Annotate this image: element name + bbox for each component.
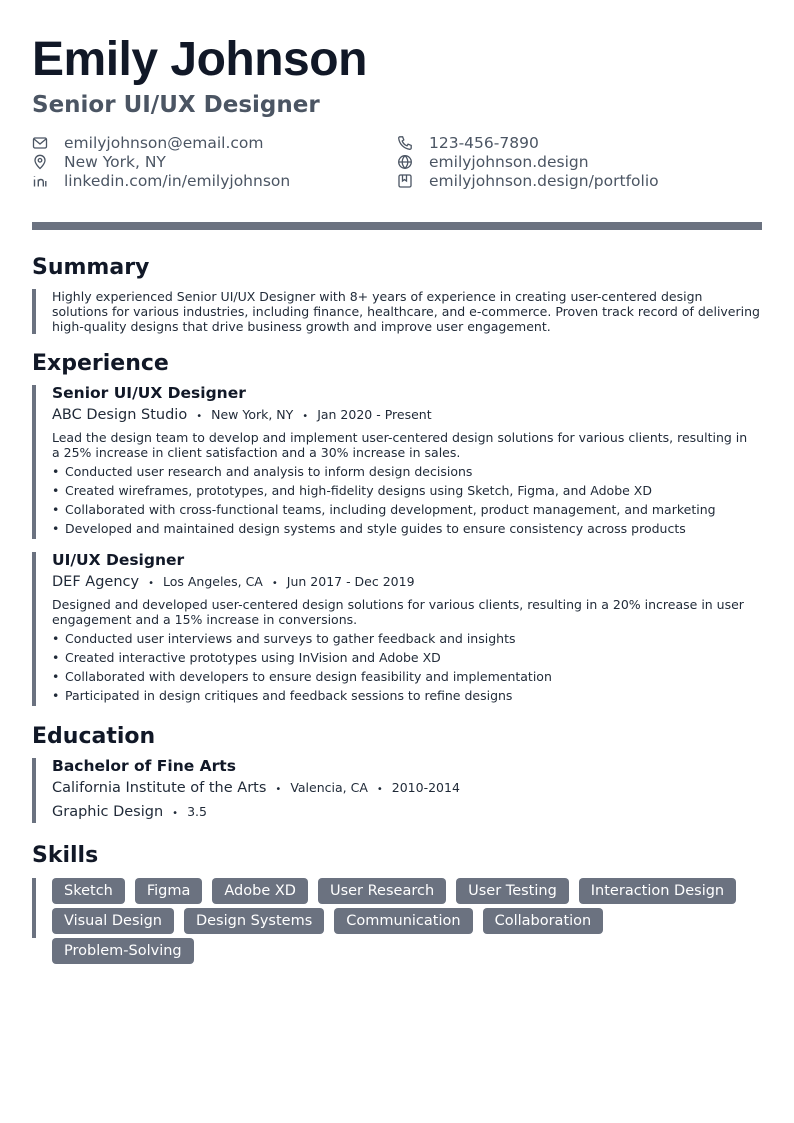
degree-title: Bachelor of Fine Arts [52,757,236,775]
phone-text: 123-456-7890 [429,133,539,152]
separator-dot: • [302,411,309,422]
list-item: • Collaborated with developers to ensure design feasibility and implementation [52,669,552,684]
job-bullets [52,629,762,705]
job-meta [52,404,762,428]
contact-website[interactable] [397,152,762,171]
candidate-title: Senior UI/UX Designer [32,92,320,118]
job-meta [52,571,762,595]
portfolio-text: emilyjohnson.design/portfolio [429,171,659,190]
email-text: emilyjohnson@email.com [64,133,264,152]
experience-entry [32,552,762,706]
job-location: Los Angeles, CA [162,574,263,589]
skill-tag: Communication [334,908,472,934]
skills-list [52,878,762,968]
school-dates: 2010-2014 [391,780,460,795]
job-dates: Jun 2017 - Dec 2019 [286,574,415,589]
candidate-name: Emily Johnson [32,33,367,86]
mail-icon [32,135,48,151]
contact-portfolio[interactable] [397,171,762,190]
list-item: • Created wireframes, prototypes, and high-fidelity designs using Sketch, Figma, and Adobe XD [52,483,652,498]
job-bullets [52,462,762,538]
summary-heading: Summary [32,255,150,280]
job-description: Lead the design team to develop and implement user-centered design solutions for various clients, resulting in a 25% increase in client satisfaction and a 30% increase in sales. [52,430,748,460]
skills-block [32,878,762,959]
separator-dot: • [376,784,383,795]
contact-info [32,133,762,190]
list-item: • Conducted user research and analysis to inform design decisions [52,464,473,479]
linkedin-text: linkedin.com/in/emilyjohnson [64,171,291,190]
experience-heading: Experience [32,351,169,376]
skill-tag: User Testing [456,878,569,904]
contact-phone[interactable] [397,133,762,152]
job-title: Senior UI/UX Designer [52,384,246,402]
summary-text: Highly experienced Senior UI/UX Designer with 8+ years of experience in creating user-centered design solutions for various industries, including finance, healthcare, and e-commerce. Proven track record of delivering high-quality designs that drive business growth and improve user engagement. [52,289,760,334]
separator-dot: • [271,578,278,589]
skill-tag: Adobe XD [212,878,308,904]
list-item: • Collaborated with cross-functional teams, including development, product management, and marketing [52,502,716,517]
school-location: Valencia, CA [290,780,368,795]
location-text: New York, NY [64,152,166,171]
company-name: ABC Design Studio [52,407,188,423]
company-name: DEF Agency [52,574,140,590]
header-divider [32,222,762,230]
list-item: • Conducted user interviews and surveys to gather feedback and insights [52,631,516,646]
list-item: • Participated in design critiques and feedback sessions to refine designs [52,688,513,703]
job-location: New York, NY [211,407,294,422]
list-item: • Developed and maintained design systems and style guides to ensure consistency across products [52,521,686,536]
skills-heading: Skills [32,843,99,868]
skill-tag: Figma [135,878,203,904]
school-name: California Institute of the Arts [52,780,267,796]
book-icon [397,173,413,189]
job-description: Designed and developed user-centered design solutions for various clients, resulting in a 20% increase in user engagement and a 15% increase in conversions. [52,597,744,627]
separator-dot: • [172,808,179,819]
skill-tag: Collaboration [483,908,604,934]
education-meta [52,777,762,801]
list-item: • Created interactive prototypes using InVision and Adobe XD [52,650,441,665]
linkedin-icon [32,173,48,189]
skill-tag: User Research [318,878,446,904]
summary-block [32,289,762,334]
skill-tag: Visual Design [52,908,174,934]
education-heading: Education [32,724,156,749]
separator-dot: • [148,578,154,589]
education-field [52,801,762,825]
contact-linkedin[interactable] [32,171,397,190]
map-pin-icon [32,154,48,170]
phone-icon [397,135,413,151]
experience-entry [32,385,762,539]
skill-tag: Design Systems [184,908,324,934]
contact-location [32,152,397,171]
gpa-value: 3.5 [187,804,207,819]
skill-tag: Interaction Design [579,878,736,904]
separator-dot: • [275,784,282,795]
job-dates: Jan 2020 - Present [317,407,432,422]
job-title: UI/UX Designer [52,551,185,569]
globe-icon [397,154,413,170]
contact-email[interactable] [32,133,397,152]
website-text: emilyjohnson.design [429,152,589,171]
field-of-study: Graphic Design [52,804,164,820]
separator-dot: • [196,411,203,422]
skill-tag: Sketch [52,878,125,904]
skill-tag: Problem-Solving [52,938,194,964]
education-entry [32,758,762,823]
